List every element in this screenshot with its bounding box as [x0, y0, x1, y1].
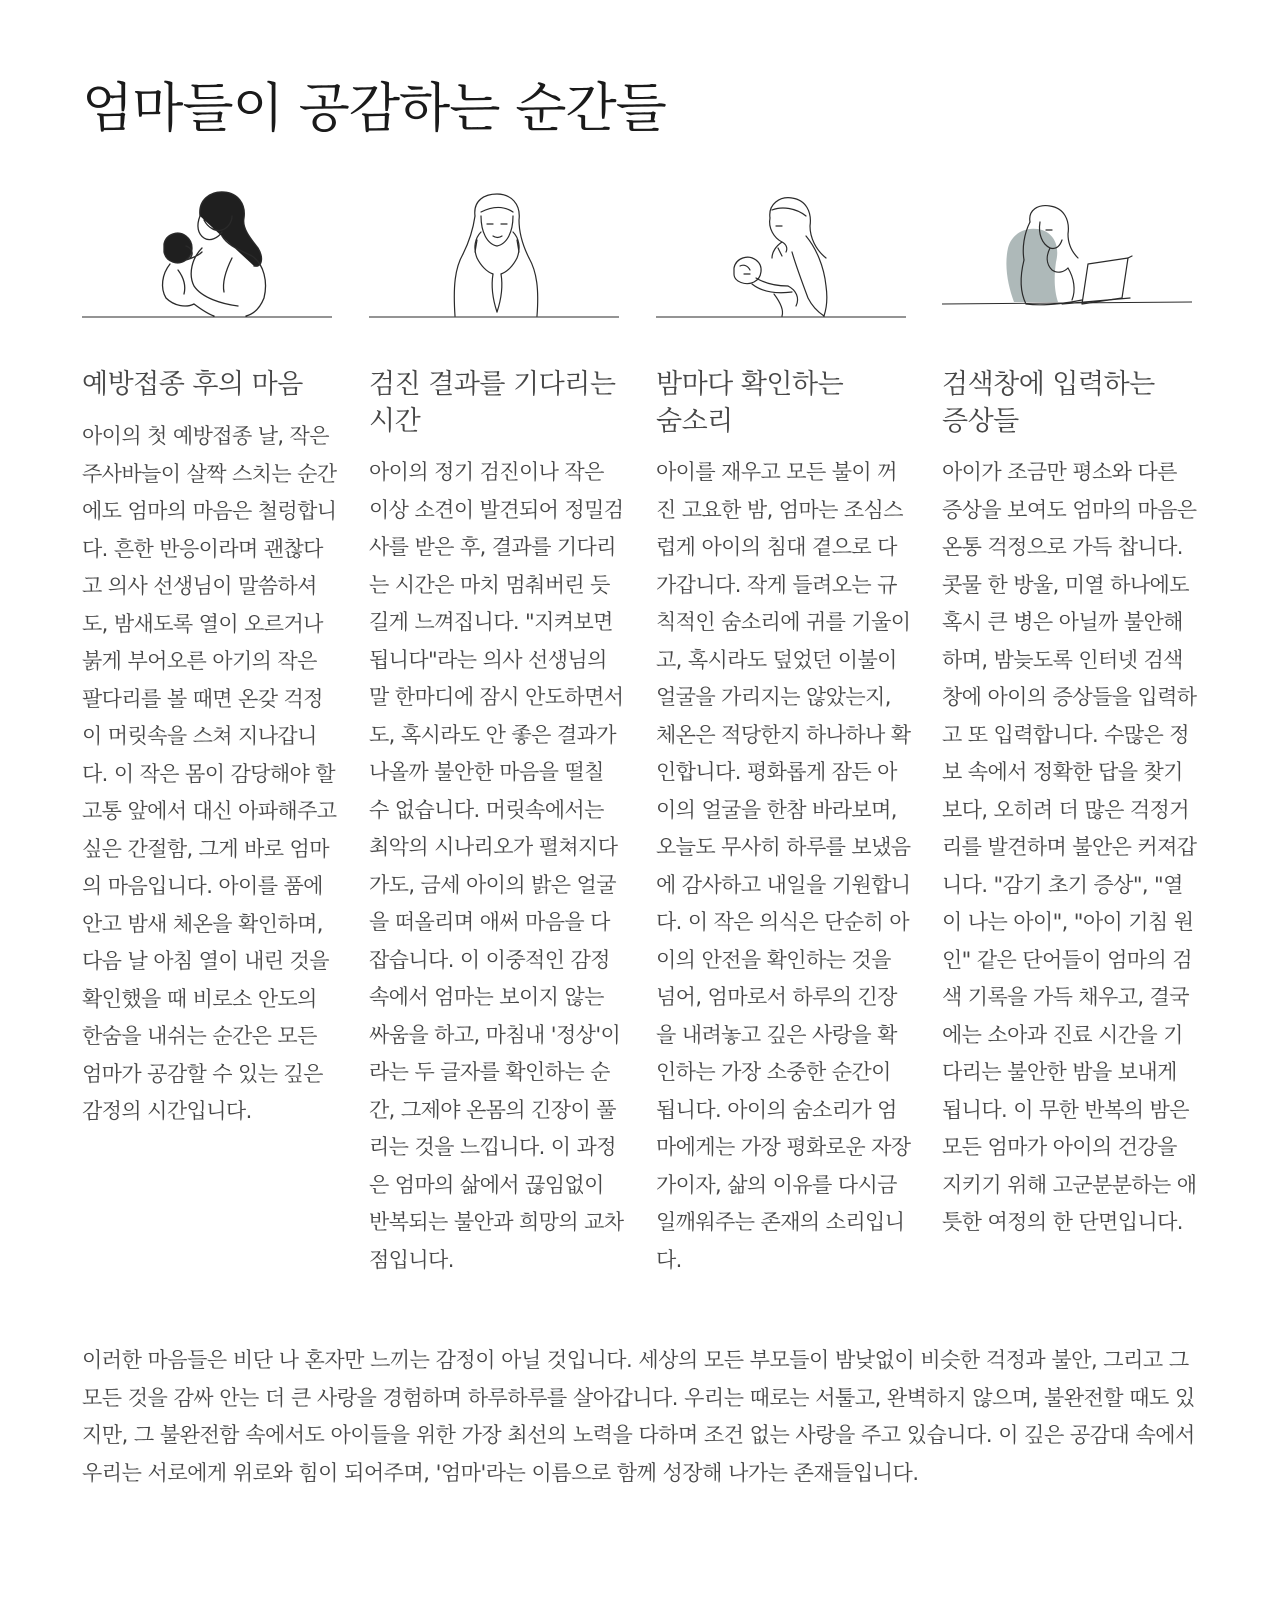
mother-checking-sleeping-baby-illustration: [656, 186, 912, 326]
card-title: 예방접종 후의 마음: [82, 369, 303, 400]
card-text: 아이의 정기 검진이나 작은 이상 소견이 발견되어 정밀검사를 받은 후, 결과를 기다리는 시간은 마치 멈춰버린 듯 길게 느껴집니다. "지켜보면 됩니다"라는 의사 선생님의 말 한마디에 잠시 안도하면서도, 혹시라도 안 좋은 결과가 나올까 불안한 마음을 떨칠 수 없습니다. 머릿속에서는 최악의 시나리오가 펼쳐지다가도, 금세 아이의 밝은 얼굴을 떠올리며 애써 마음을 다잡습니다. 이 이중적인 감정 속에서 엄마는 보이지 않는 싸움을 하고, 마침내 '정상'이라는 두 글자를 확인하는 순간, 그제야 온몸의 긴장이 풀리는 것을 느낍니다. 이 과정은 엄마의 삶에서 끊임없이 반복되는 불안과 희망의 교차점입니다.: [369, 460, 624, 1272]
card-title: 검색창에 입력하는 증상들: [942, 369, 1155, 437]
mother-holding-baby-illustration: [82, 186, 338, 326]
story-columns: [82, 186, 1198, 1316]
worried-woman-illustration: [369, 186, 625, 326]
closing-paragraph: 이러한 마음들은 비단 나 혼자만 느끼는 감정이 아닐 것입니다. 세상의 모든 부모들이 밤낮없이 비슷한 걱정과 불안, 그리고 그 모든 것을 감싸 안는 더 큰 사랑을 경험하며 하루하루를 살아갑니다. 우리는 때로는 서툴고, 완벽하지 않으며, 불완전할 때도 있지만, 그 불완전함 속에서도 아이들을 위한 가장 최선의 노력을 다하며 조건 없는 사랑을 주고 있습니다. 이 깊은 공감대 속에서 우리는 서로에게 위로와 힘이 되어주며, '엄마'라는 이름으로 함께 성장해 나가는 존재들입니다.: [82, 1348, 1195, 1485]
card-title: 밤마다 확인하는 숨소리: [656, 369, 844, 437]
woman-at-laptop-illustration: [942, 186, 1198, 326]
card-title: 검진 결과를 기다리는 시간: [369, 369, 616, 437]
card-text: 아이를 재우고 모든 불이 꺼진 고요한 밤, 엄마는 조심스럽게 아이의 침대 곁으로 다가갑니다. 작게 들려오는 규칙적인 숨소리에 귀를 기울이고, 혹시라도 덮었던 이불이 얼굴을 가리지는 않았는지, 체온은 적당한지 하나하나 확인합니다. 평화롭게 잠든 아이의 얼굴을 한참 바라보며, 오늘도 무사히 하루를 보냈음에 감사하고 내일을 기원합니다. 이 작은 의식은 단순히 아이의 안전을 확인하는 것을 넘어, 엄마로서 하루의 긴장을 내려놓고 깊은 사랑을 확인하는 가장 소중한 순간이 됩니다. 아이의 숨소리가 엄마에게는 가장 평화로운 자장가이자, 삶의 이유를 다시금 일깨워주는 존재의 소리입니다.: [656, 460, 911, 1272]
card-text: 아이의 첫 예방접종 날, 작은 주사바늘이 살짝 스치는 순간에도 엄마의 마음은 철렁합니다. 흔한 반응이라며 괜찮다고 의사 선생님이 말씀하셔도, 밤새도록 열이 오르거나 붉게 부어오른 아기의 작은 팔다리를 볼 때면 온갖 걱정이 머릿속을 스쳐 지나갑니다. 이 작은 몸이 감당해야 할 고통 앞에서 대신 아파해주고 싶은 간절함, 그게 바로 엄마의 마음입니다. 아이를 품에 안고 밤새 체온을 확인하며, 다음 날 아침 열이 내린 것을 확인했을 때 비로소 안도의 한숨을 내쉬는 순간은 모든 엄마가 공감할 수 있는 깊은 감정의 시간입니다.: [82, 424, 337, 1123]
card-text: 아이가 조금만 평소와 다른 증상을 보여도 엄마의 마음은 온통 걱정으로 가득 찹니다. 콧물 한 방울, 미열 하나에도 혹시 큰 병은 아닐까 불안해하며, 밤늦도록 인터넷 검색창에 아이의 증상들을 입력하고 또 입력합니다. 수많은 정보 속에서 정확한 답을 찾기보다, 오히려 더 많은 걱정거리를 발견하며 불안은 커져갑니다. "감기 초기 증상", "열이 나는 아이", "아이 기침 원인" 같은 단어들이 엄마의 검색 기록을 가득 채우고, 결국에는 소아과 진료 시간을 기다리는 불안한 밤을 보내게 됩니다. 이 무한 반복의 밤은 모든 엄마가 아이의 건강을 지키기 위해 고군분분하는 애틋한 여정의 한 단면입니다.: [942, 460, 1197, 1234]
page-title: 엄마들이 공감하는 순간들: [82, 78, 666, 139]
